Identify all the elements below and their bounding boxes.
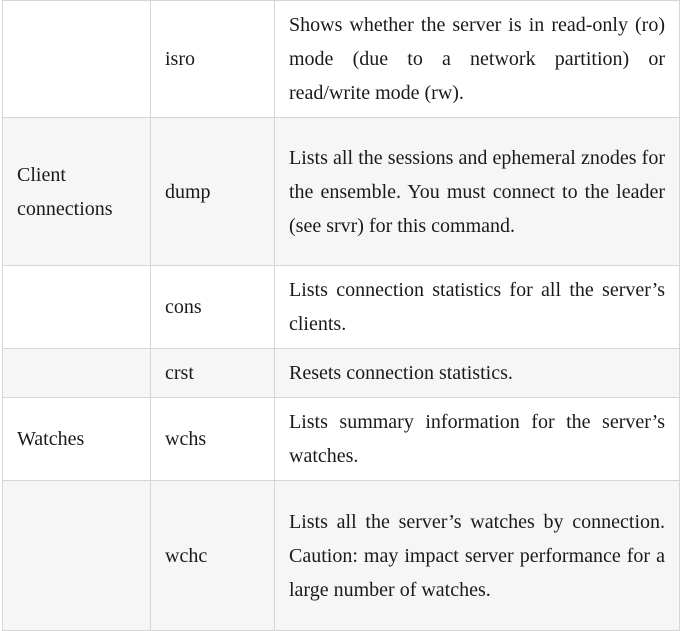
command-cell: cons — [151, 266, 275, 349]
commands-table — [2, 0, 680, 631]
description-cell: Resets connection statistics. — [275, 349, 680, 398]
category-cell: Client connections — [3, 118, 151, 266]
category-cell — [3, 266, 151, 349]
table-row — [3, 266, 680, 349]
category-cell — [3, 481, 151, 631]
description-cell: Lists connection statistics for all the server’s clients. — [275, 266, 680, 349]
description-cell: Shows whether the server is in read-only (ro) mode (due to a network partition) or read/write mode (rw). — [275, 1, 680, 118]
command-cell: wchc — [151, 481, 275, 631]
category-cell — [3, 1, 151, 118]
description-cell: Lists summary information for the server’s watches. — [275, 398, 680, 481]
table-row — [3, 398, 680, 481]
command-cell: crst — [151, 349, 275, 398]
description-cell: Lists all the server’s watches by connection. Caution: may impact server performance for a large number of watches. — [275, 481, 680, 631]
table-row — [3, 118, 680, 266]
description-cell: Lists all the sessions and ephemeral znodes for the ensemble. You must connect to the leader (see srvr) for this command. — [275, 118, 680, 266]
table-row — [3, 1, 680, 118]
category-cell: Watches — [3, 398, 151, 481]
table-row — [3, 349, 680, 398]
table-row — [3, 481, 680, 631]
command-cell: wchs — [151, 398, 275, 481]
category-cell — [3, 349, 151, 398]
command-cell: dump — [151, 118, 275, 266]
command-cell: isro — [151, 1, 275, 118]
